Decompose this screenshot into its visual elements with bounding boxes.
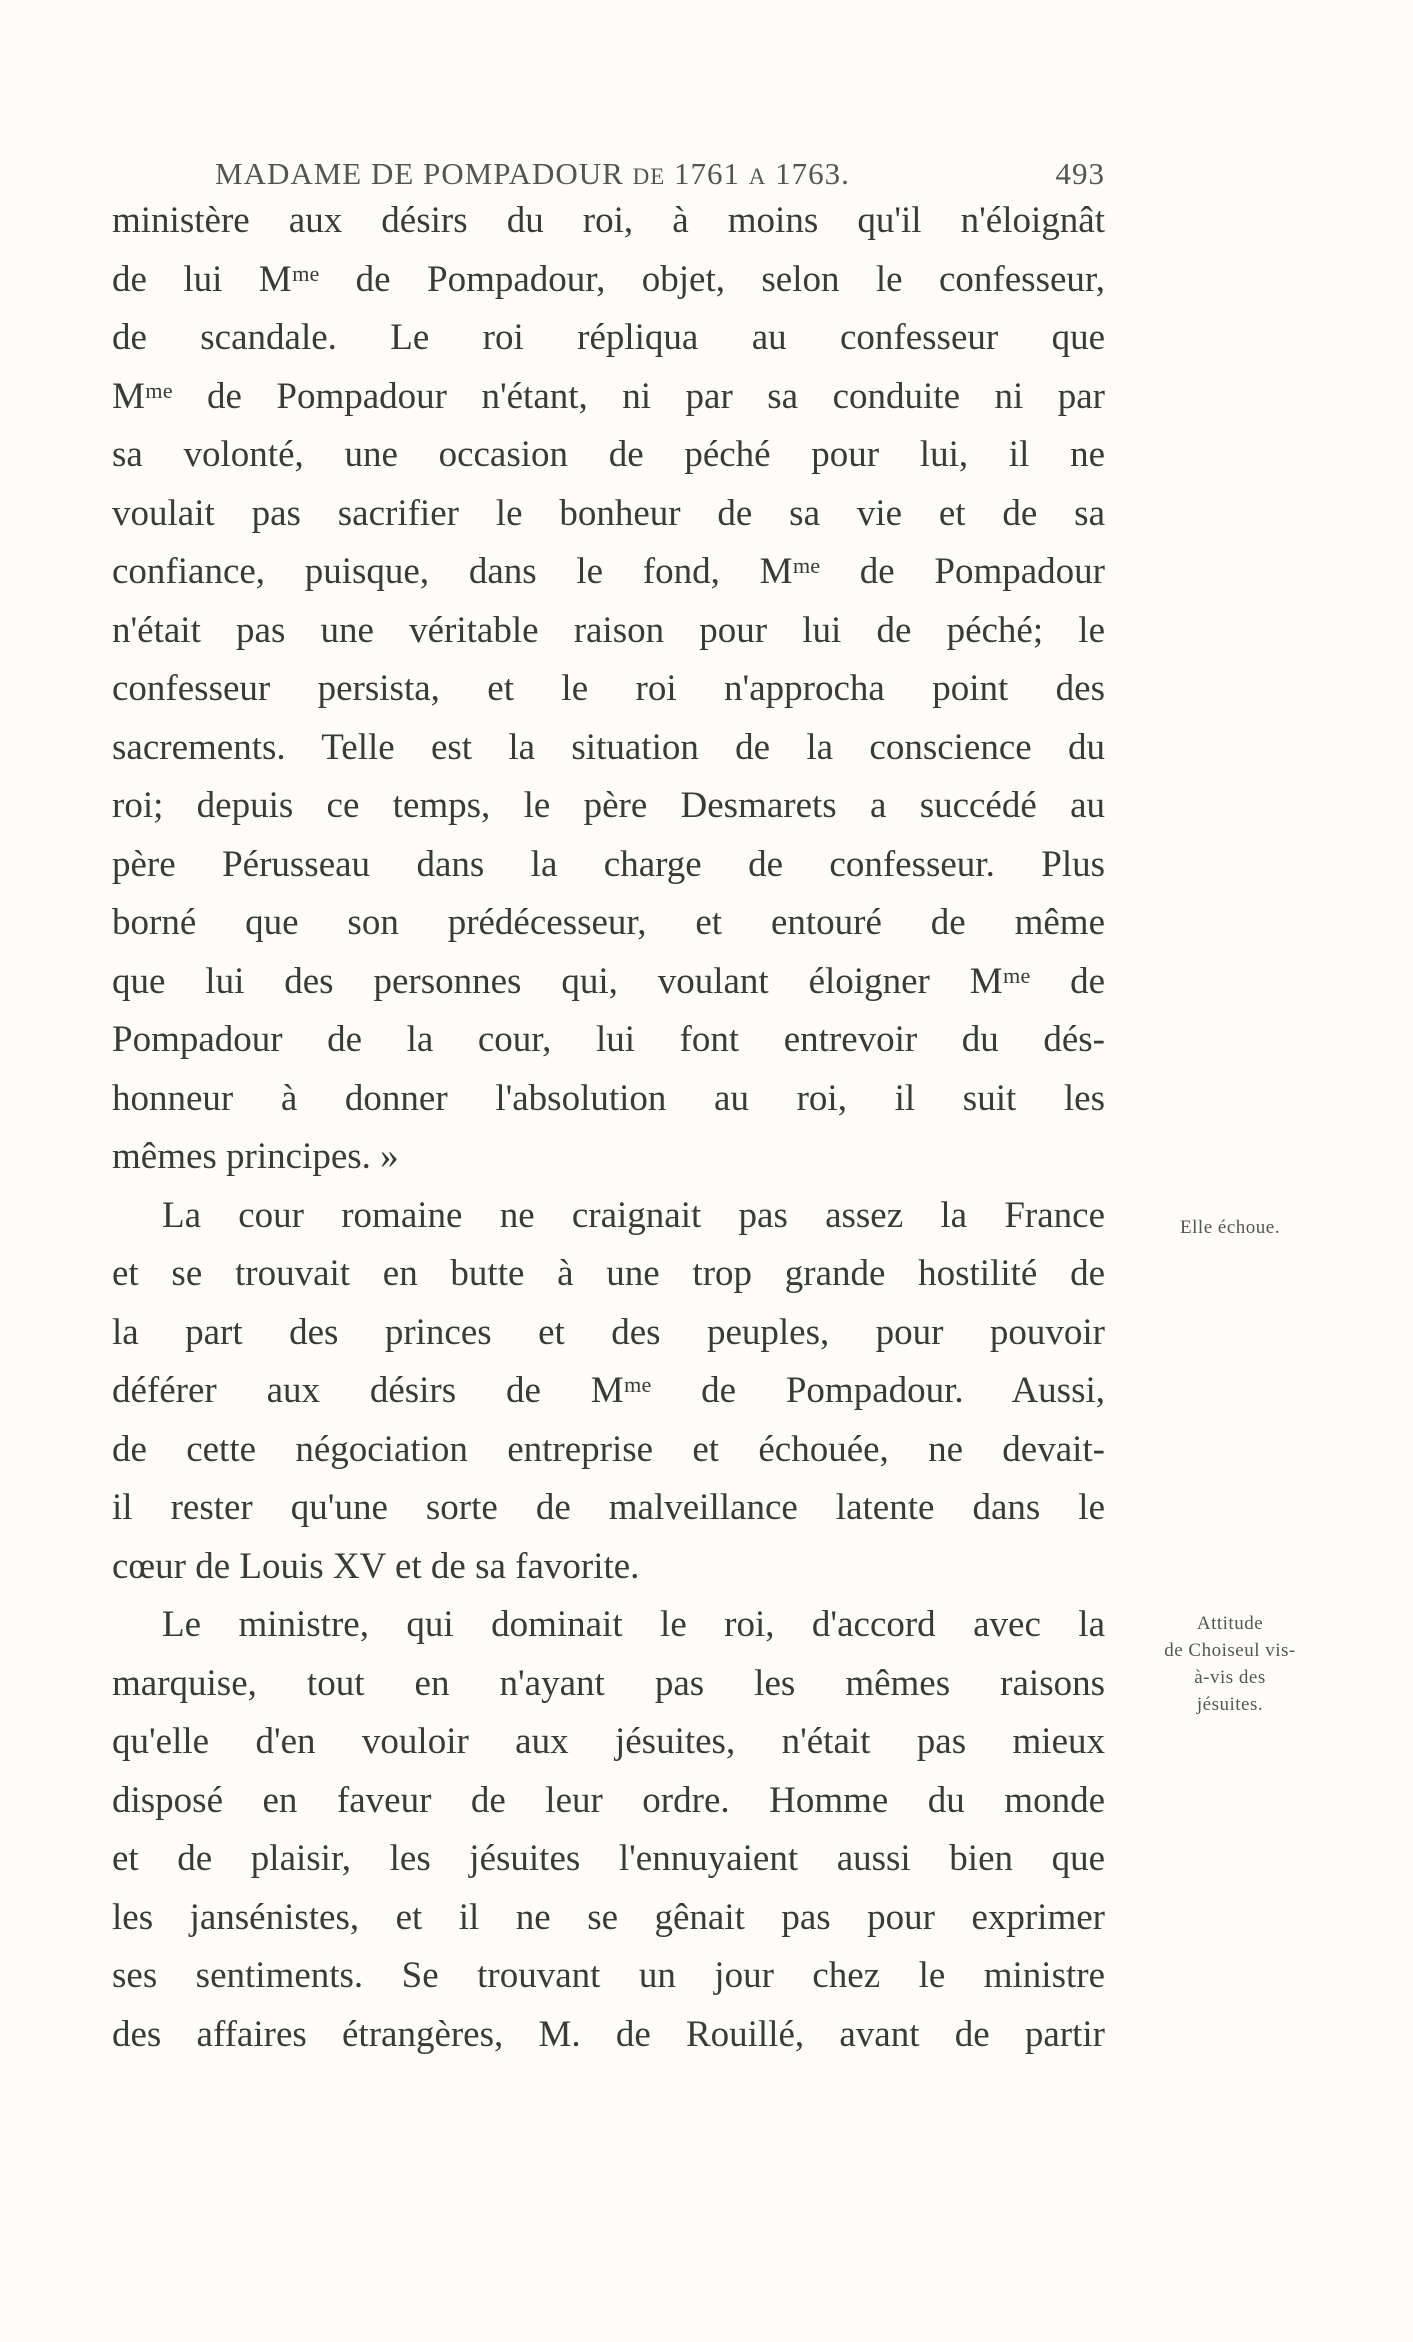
text-line: Le ministre, qui dominait le roi, d'accord avec la (162, 1604, 1105, 1645)
year-end: 1763. (775, 156, 850, 191)
margin-note-line: Attitude (1196, 1613, 1264, 1634)
title-de: DE (632, 164, 666, 189)
text-line: déférer aux désirs de Mᵐᵉ de Pompadour. Aussi, (112, 1370, 1105, 1411)
text-line: qu'elle d'en vouloir aux jésuites, n'était pas mieux (112, 1721, 1105, 1762)
page-number: 493 (1055, 156, 1105, 191)
margin-note-attitude-choiseul (1130, 1610, 1330, 1718)
text-line: père Pérusseau dans la charge de confesseur. Plus (112, 843, 1105, 885)
text-line: de scandale. Le roi répliqua au confesseur que (112, 317, 1105, 358)
text-line: que lui des personnes qui, voulant éloigner Mᵐᵉ de (112, 960, 1105, 1002)
running-header (215, 156, 1105, 196)
text-line: les jansénistes, et il ne se gênait pas pour exprimer (112, 1896, 1105, 1938)
text-line: Mᵐᵉ de Pompadour n'étant, ni par sa conduite ni par (112, 375, 1105, 417)
text-line: mêmes principes. » (112, 1136, 399, 1177)
text-line: n'était pas une véritable raison pour lui de péché; le (112, 609, 1105, 651)
text-line: il rester qu'une sorte de malveillance latente dans le (112, 1487, 1105, 1528)
margin-note-line: jésuites. (1196, 1694, 1264, 1715)
text-line: La cour romaine ne craignait pas assez la France (162, 1194, 1105, 1236)
text-line: sacrements. Telle est la situation de la conscience du (112, 726, 1105, 768)
year-start: 1761 (674, 156, 741, 191)
text-line: cœur de Louis XV et de sa favorite. (112, 1545, 640, 1587)
text-line: voulait pas sacrifier le bonheur de sa vie et de sa (112, 492, 1105, 534)
text-line: et de plaisir, les jésuites l'ennuyaient aussi bien que (112, 1838, 1105, 1879)
margin-note-elle-echoue: Elle échoue. (1180, 1217, 1280, 1238)
text-line: Pompadour de la cour, lui font entrevoir du dés- (112, 1019, 1105, 1060)
margin-note-line: à-vis des (1194, 1667, 1266, 1688)
text-line: disposé en faveur de leur ordre. Homme du monde (112, 1779, 1105, 1821)
text-line: la part des princes et des peuples, pour pouvoir (112, 1311, 1105, 1353)
title-main: MADAME DE POMPADOUR (215, 156, 624, 191)
text-line: ses sentiments. Se trouvant un jour chez le ministre (112, 1955, 1105, 1996)
text-line: de lui Mᵐᵉ de Pompadour, objet, selon le confesseur, (112, 258, 1105, 300)
running-title (215, 156, 850, 192)
body-text (112, 192, 1105, 2064)
text-line: roi; depuis ce temps, le père Desmarets a succédé au (112, 785, 1105, 826)
text-line: sa volonté, une occasion de péché pour lui, il ne (112, 434, 1105, 475)
text-line: borné que son prédécesseur, et entouré de même (112, 902, 1105, 943)
text-line: honneur à donner l'absolution au roi, il suit les (112, 1077, 1105, 1119)
text-line: des affaires étrangères, M. de Rouillé, avant de partir (112, 2013, 1105, 2055)
text-line: marquise, tout en n'ayant pas les mêmes raisons (112, 1662, 1105, 1704)
text-line: ministère aux désirs du roi, à moins qu'il n'éloignât (112, 200, 1105, 241)
text-line: confesseur persista, et le roi n'approcha point des (112, 668, 1105, 709)
text-line: de cette négociation entreprise et échouée, ne devait- (112, 1428, 1105, 1470)
text-line: et se trouvait en butte à une trop grande hostilité de (112, 1253, 1105, 1294)
margin-note-line: de Choiseul vis- (1164, 1640, 1296, 1661)
text-line: confiance, puisque, dans le fond, Mᵐᵉ de Pompadour (112, 551, 1105, 592)
title-a: A (748, 164, 767, 189)
